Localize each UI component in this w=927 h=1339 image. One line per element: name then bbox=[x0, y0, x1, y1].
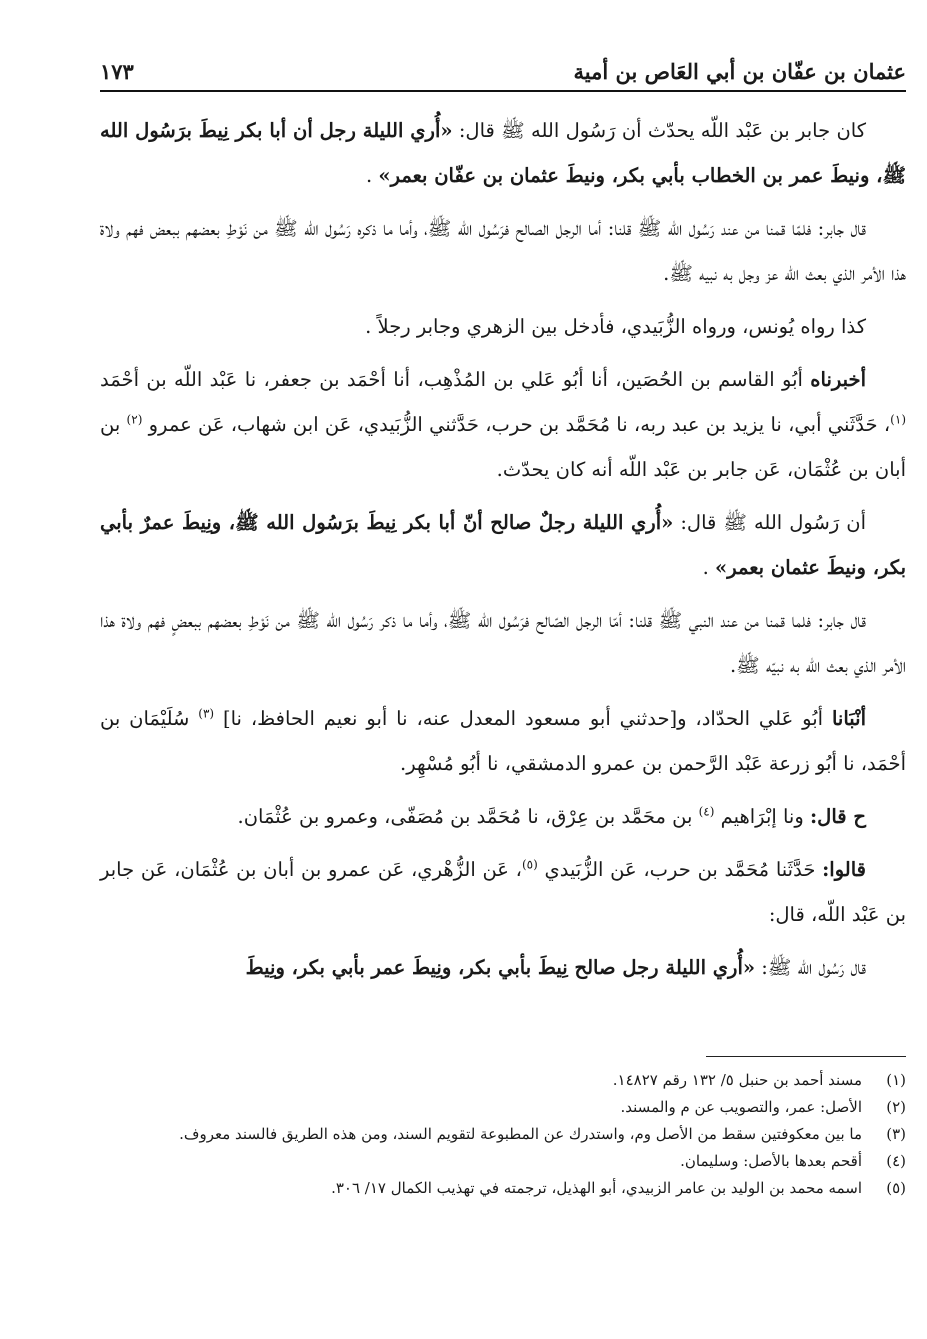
bold-text: «أُري الليلة رجلٌ صالح أنّ أبا بكر نِيطَ برَسُول الله ﷺ، ونِيطَ عمرٌ بأبي بكر، ونيطَ عثمان بعمر» bbox=[100, 511, 906, 579]
running-header bbox=[100, 52, 906, 92]
text-run: حَدَّثَنا مُحَمَّد بن حرب، عَن الزُّبَيدي bbox=[537, 858, 823, 881]
text-run: كذا رواه يُونس، ورواه الزُّبَيدي، فأدخل بين الزهري وجابر رجلاً . bbox=[365, 315, 866, 338]
text-run: قال جابر: فلما قمنا من عند النبي ﷺ قلنا: أمّا الرجل الصّالح فرَسُول الله ﷺ، وأما ما ذكر رَسُول الله ﷺ من نَوْطِ بعضهم ببعضٍ فهم ولاة هذا الأمر الذي بعث الله به نبيّه ﷺ. bbox=[100, 609, 906, 677]
footnote-text: مسند أحمد بن حنبل ٥/ ١٣٢ رقم ١٤٨٢٧. bbox=[612, 1071, 862, 1089]
footnote-ref: (٤) bbox=[698, 804, 715, 819]
text-run: بن محَمَّد بن عِرْق، نا مُحَمَّد بن مُصَفّى، وعمرو بن عُثْمَان. bbox=[237, 805, 699, 828]
text-run: ونا إبْرَاهيم bbox=[714, 805, 810, 828]
paragraph bbox=[100, 206, 906, 296]
bold-text: ح قال: bbox=[809, 805, 866, 828]
text-run: ، حَدَّثَني أبي، نا يزيد بن عبد ربه، نا مُحَمَّد بن حرب، حَدَّثني الزُّبَيدي، عَن ابن شهاب، عَن عمرو bbox=[142, 413, 891, 436]
text-run: سُلَيْمَان بن أحْمَد، نا أبُو زرعة عَبْد الرَّحمن بن عمرو الدمشقي، نا أبُو مُسْهِر. bbox=[100, 707, 906, 775]
footnotes-section bbox=[100, 1056, 906, 1202]
book-page bbox=[100, 52, 906, 998]
footnote-number: (١) bbox=[886, 1071, 906, 1089]
bold-text: أخبرناه bbox=[810, 368, 866, 391]
footnote-ref: (١) bbox=[890, 412, 906, 427]
text-run: قال جابر: فلمّا قمنا من عند رَسُول الله ﷺ قلنا: أما الرجل الصالح فرَسُول الله ﷺ، وأما ما ذكره رَسُول الله ﷺ من نَوْطِ بعضهم ببعض فهم ولاة هذا الأمر الذي بعث الله عز وجل به نبيه ﷺ. bbox=[100, 217, 906, 285]
main-text bbox=[100, 108, 906, 990]
text-run: . bbox=[365, 164, 379, 187]
paragraph bbox=[100, 357, 906, 492]
footnote-ref: (٢) bbox=[126, 412, 143, 427]
bold-text: «أُري الليلة رجل صالح نِيطَ بأبي بكر، ونِيطَ عمر بأبي بكر، ونِيطَ bbox=[245, 956, 756, 979]
footnote-number: (٤) bbox=[886, 1152, 906, 1170]
footnote-text: اسمه محمد بن الوليد بن عامر الزبيدي، أبو الهذيل، ترجمته في تهذيب الكمال ١٧/ ٣٠٦. bbox=[331, 1179, 862, 1197]
footnote-number: (٥) bbox=[886, 1179, 906, 1197]
paragraph bbox=[100, 108, 906, 198]
footnote-list bbox=[100, 1067, 906, 1202]
bold-text: قالوا: bbox=[822, 858, 867, 881]
paragraph bbox=[100, 945, 906, 990]
paragraph bbox=[100, 847, 906, 937]
text-run: ، عَن الزُّهْري، عَن عمرو بن أبان بن عُثْمَان، عَن جابر بن عَبْد اللّه، قال: bbox=[100, 858, 906, 926]
text-run: قال رَسُول الله ﷺ: bbox=[755, 956, 866, 979]
footnote-ref: (٣) bbox=[198, 706, 215, 721]
text-run: أن رَسُول الله ﷺ قال: bbox=[673, 511, 866, 534]
text-run: بن أبان بن عُثْمَان، عَن جابر بن عَبْد اللّه أنه كان يحدّث. bbox=[100, 413, 906, 481]
footnote-text: ما بين معكوفتين سقط من الأصل وم، واستدرك عن المطبوعة لتقويم السند، ومن هذه الطريق فالسند معروف. bbox=[179, 1125, 862, 1143]
header-title: عثمان بن عفّان بن أبي العَاص بن أمية bbox=[573, 59, 906, 84]
text-run: . bbox=[702, 556, 716, 579]
paragraph bbox=[100, 500, 906, 590]
footnote bbox=[100, 1148, 906, 1175]
footnote bbox=[100, 1067, 906, 1094]
paragraph bbox=[100, 304, 906, 349]
footnote bbox=[100, 1121, 906, 1148]
text-run: أبُو القاسم بن الحُصَين، أنا أبُو عَلي بن المُذْهِب، أنا أحْمَد بن جعفر، نا عَبْد اللّه بن أحْمَد bbox=[100, 368, 811, 391]
footnote bbox=[100, 1094, 906, 1121]
paragraph bbox=[100, 794, 906, 839]
footnote-text: الأصل: عمر، والتصويب عن م والمسند. bbox=[620, 1098, 862, 1116]
footnote-ref: (٥) bbox=[521, 857, 538, 872]
bold-text: أنْبَانا bbox=[831, 707, 866, 730]
text-run: كان جابر بن عَبْد اللّه يحدّث أن رَسُول الله ﷺ قال: bbox=[452, 119, 866, 142]
footnote-text: أقحم بعدها بالأصل: وسليمان. bbox=[680, 1152, 862, 1170]
text-run: أبُو عَلي الحدّاد، و[حدثني أبو مسعود المعدل عنه، نا أبو نعيم الحافظ، نا] bbox=[214, 707, 832, 730]
paragraph bbox=[100, 696, 906, 786]
footnote-number: (٣) bbox=[886, 1125, 906, 1143]
bold-text: «أُري الليلة رجل أن أبا بكر نِيطَ برَسُول الله ﷺ، ونيطَ عمر بن الخطاب بأبي بكر، ونيطَ عثمان بن عفّان بعمر» bbox=[100, 119, 906, 187]
footnote-number: (٢) bbox=[886, 1098, 906, 1116]
page-number: ١٧٣ bbox=[100, 59, 134, 84]
paragraph bbox=[100, 598, 906, 688]
footnote bbox=[100, 1175, 906, 1202]
footnote-separator bbox=[706, 1056, 906, 1057]
